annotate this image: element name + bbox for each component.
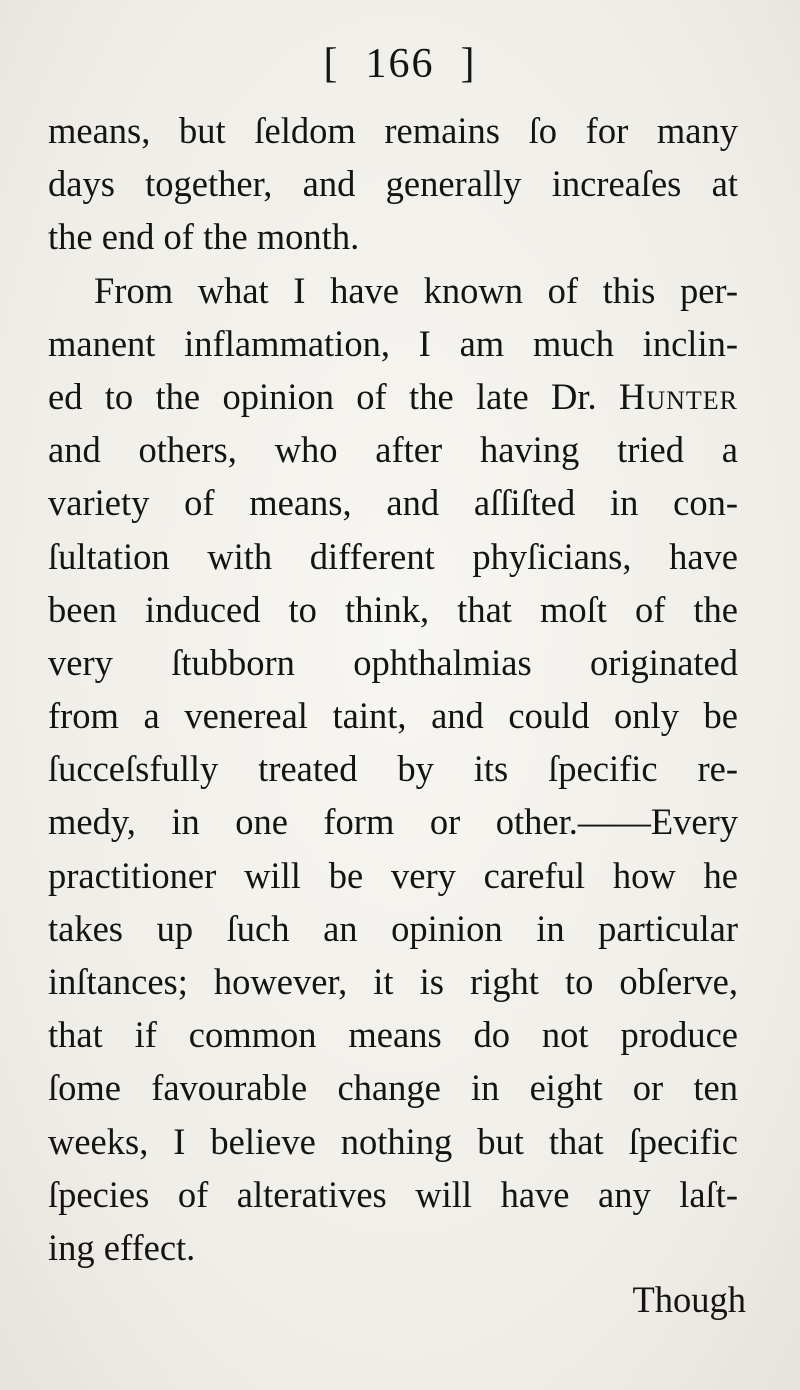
text-line: ing effect. xyxy=(48,1226,196,1268)
text-line: and others, who after having tried a xyxy=(48,429,738,471)
page-number: 166 xyxy=(365,41,435,87)
catchword: Though xyxy=(632,1279,746,1320)
bracket-open: [ xyxy=(323,41,340,87)
text-line: variety of means, and aſſiſted in con- xyxy=(48,482,738,524)
text-line: From what I have known of this per- xyxy=(94,269,738,311)
name-hunter: Hunter xyxy=(618,375,738,417)
text-line: means, but ſeldom remains ſo for many xyxy=(48,110,738,151)
text-line-with-name xyxy=(48,370,738,423)
text-line: from a venereal taint, and could only be xyxy=(48,695,738,737)
text-line: takes up ſuch an opinion in particular xyxy=(48,907,738,949)
text-fragment: ed to the opinion of the late Dr. xyxy=(48,375,597,417)
text-line: medy, in one form or other.——Every xyxy=(48,801,738,843)
text-line: very ſtubborn ophthalmias originated xyxy=(48,641,738,683)
page-header xyxy=(0,40,800,88)
text-line: that if common means do not produce xyxy=(48,1014,738,1056)
text-line: days together, and generally increaſes at xyxy=(48,163,738,205)
text-line: the end of the month. xyxy=(48,216,360,258)
text-line: weeks, I believe nothing but that ſpecific xyxy=(48,1120,738,1162)
bracket-close: ] xyxy=(460,41,477,87)
text-line: practitioner will be very careful how he xyxy=(48,854,738,896)
text-line: ſucceſsfully treated by its ſpecific re- xyxy=(48,748,738,790)
text-line: ſome favourable change in eight or ten xyxy=(48,1067,738,1109)
text-line: manent inflammation, I am much inclin- xyxy=(48,322,738,364)
text-line: been induced to think, that moſt of the xyxy=(48,588,738,630)
text-line: ſultation with different phyſicians, have xyxy=(48,535,738,577)
body-text xyxy=(48,104,738,1274)
text-line: ſpecies of alteratives will have any laſt- xyxy=(48,1173,738,1215)
text-line: inſtances; however, it is right to obſerve, xyxy=(48,961,738,1002)
